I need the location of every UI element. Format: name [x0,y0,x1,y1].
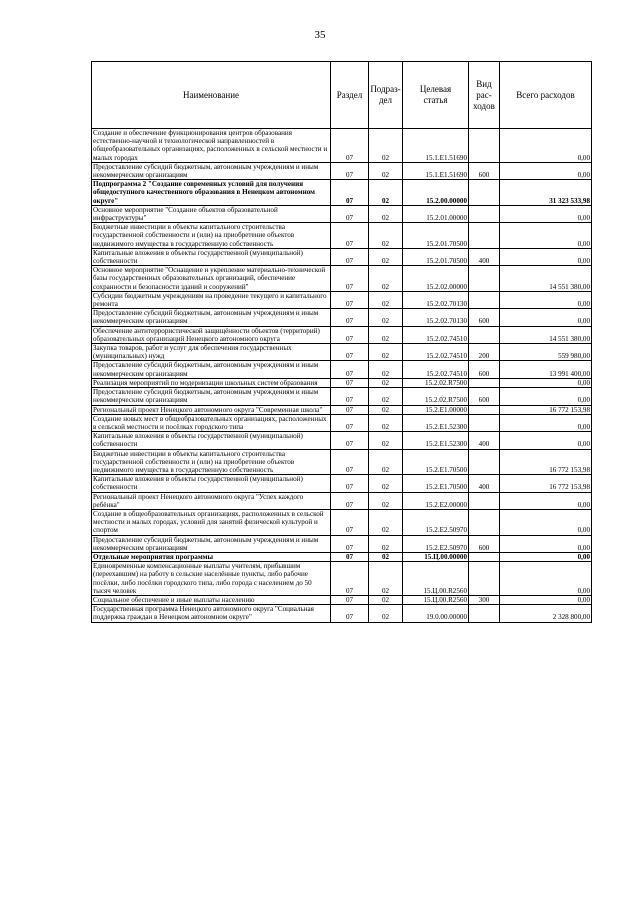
row-section: 07 [331,248,369,265]
row-total: 0,00 [500,309,592,326]
row-name: Обеспечение антитеррористической защищённости объектов (территорий) образовательных организаций Ненецкого автономного округа [92,326,331,343]
row-section: 07 [331,405,369,414]
row-section: 07 [331,223,369,249]
row-section: 07 [331,432,369,449]
row-section: 07 [331,562,369,596]
row-total: 0,00 [500,291,592,308]
row-target-article: 15.2.00.00000 [403,180,469,206]
row-expense-type [469,509,500,535]
row-expense-type: 400 [469,475,500,492]
row-total: 0,00 [500,378,592,387]
header-target-article: Целевая статья [403,62,469,129]
row-name: Основное мероприятие "Оснащение и укрепление материально-технической базы государственных образовательных организаций, обеспечение сохранности и безопасности зданий и сооружений" [92,266,331,292]
row-expense-type [469,223,500,249]
row-target-article: 15.2.01.70500 [403,223,469,249]
row-expense-type [469,378,500,387]
row-subsection: 02 [369,388,403,405]
row-subsection: 02 [369,162,403,179]
row-target-article: 15.1.E1.51690 [403,129,469,163]
row-name: Бюджетные инвестиции в объекты капитального строительства государственной собственности и (или) на приобретение объектов недвижимого имущества в государственную собственность [92,223,331,249]
row-subsection: 02 [369,266,403,292]
row-target-article: 15.2.02.00000 [403,266,469,292]
row-total: 0,00 [500,162,592,179]
row-section: 07 [331,344,369,361]
budget-table [91,61,592,623]
row-target-article: 15.2.E1.70500 [403,449,469,475]
row-subsection: 02 [369,595,403,604]
row-total: 0,00 [500,509,592,535]
row-name: Создание в общеобразовательных организациях, расположенных в сельской местности и малых городах, условий для занятий физической культурой и спортом [92,509,331,535]
row-target-article: 15.Ц.00.00000 [403,552,469,561]
row-total: 0,00 [500,595,592,604]
table-row [92,405,592,414]
row-subsection: 02 [369,309,403,326]
row-target-article: 15.2.02.70130 [403,291,469,308]
row-total: 31 323 533,98 [500,180,592,206]
table-row [92,595,592,604]
row-name: Единовременные компенсационные выплаты учителям, прибывшим (переехавшим) на работу в сельские населённые пункты, либо рабочие посёлки, либо посёлки городского типа, либо города с населением до 50 тысяч человек [92,562,331,596]
row-section: 07 [331,129,369,163]
row-section: 07 [331,605,369,622]
row-total: 14 551 380,00 [500,326,592,343]
row-subsection: 02 [369,248,403,265]
row-section: 07 [331,509,369,535]
row-expense-type [469,414,500,431]
row-expense-type: 600 [469,361,500,378]
row-total: 0,00 [500,414,592,431]
row-subsection: 02 [369,509,403,535]
table-row [92,180,592,206]
row-target-article: 15.2.02.74510 [403,326,469,343]
row-subsection: 02 [369,361,403,378]
row-expense-type [469,129,500,163]
table-row [92,361,592,378]
row-target-article: 15.2.E2.00000 [403,492,469,509]
row-subsection: 02 [369,326,403,343]
row-expense-type [469,405,500,414]
row-subsection: 02 [369,180,403,206]
row-expense-type: 600 [469,162,500,179]
row-section: 07 [331,492,369,509]
table-row [92,162,592,179]
table-header-row [92,62,592,129]
row-total: 14 551 380,00 [500,266,592,292]
row-total: 13 991 400,00 [500,361,592,378]
row-total: 0,00 [500,535,592,552]
row-subsection: 02 [369,605,403,622]
row-total: 16 772 153,98 [500,449,592,475]
header-name: Наименование [92,62,331,129]
row-name: Предоставление субсидий бюджетным, автономным учреждениям и иным некоммерческим организациям [92,388,331,405]
row-name: Субсидии бюджетным учреждениям на проведение текущего и капитального ремонта [92,291,331,308]
row-name: Закупка товаров, работ и услуг для обеспечения государственных (муниципальных) нужд [92,344,331,361]
row-total: 0,00 [500,492,592,509]
row-target-article: 15.Ц.00.R2560 [403,595,469,604]
row-section: 07 [331,552,369,561]
row-name: Предоставление субсидий бюджетным, автономным учреждениям и иным некоммерческим организациям [92,162,331,179]
row-target-article: 15.2.E1.52300 [403,414,469,431]
row-target-article: 15.2.E2.50970 [403,535,469,552]
row-subsection: 02 [369,405,403,414]
row-expense-type [469,492,500,509]
header-section: Раздел [331,62,369,129]
row-section: 07 [331,309,369,326]
row-subsection: 02 [369,223,403,249]
row-section: 07 [331,535,369,552]
row-target-article: 15.1.E1.51690 [403,162,469,179]
table-row [92,562,592,596]
row-name: Предоставление субсидий бюджетным, автономным учреждениям и иным некоммерческим организациям [92,535,331,552]
row-section: 07 [331,205,369,222]
header-total: Всего расходов [500,62,592,129]
row-expense-type: 200 [469,344,500,361]
table-row [92,205,592,222]
row-section: 07 [331,595,369,604]
table-row [92,309,592,326]
row-section: 07 [331,162,369,179]
row-expense-type: 300 [469,595,500,604]
row-target-article: 15.2.E1.52300 [403,432,469,449]
header-expense-type: Вид рас- ходов [469,62,500,129]
row-expense-type [469,266,500,292]
row-total: 16 772 153,98 [500,475,592,492]
table-row [92,475,592,492]
row-total: 0,00 [500,388,592,405]
row-name: Социальное обеспечение и иные выплаты населению [92,595,331,604]
row-subsection: 02 [369,535,403,552]
row-subsection: 02 [369,552,403,561]
table-row [92,129,592,163]
table-row [92,509,592,535]
row-expense-type: 600 [469,535,500,552]
table-row [92,414,592,431]
row-expense-type [469,291,500,308]
row-target-article: 15.2.02.70130 [403,309,469,326]
row-target-article: 15.2.02.74510 [403,361,469,378]
table-row [92,378,592,387]
row-subsection: 02 [369,414,403,431]
row-expense-type: 600 [469,388,500,405]
row-section: 07 [331,475,369,492]
row-expense-type [469,326,500,343]
row-subsection: 02 [369,562,403,596]
row-total: 0,00 [500,205,592,222]
row-total: 0,00 [500,552,592,561]
row-subsection: 02 [369,129,403,163]
row-total: 0,00 [500,223,592,249]
row-subsection: 02 [369,449,403,475]
row-total: 0,00 [500,432,592,449]
row-section: 07 [331,378,369,387]
row-expense-type [469,552,500,561]
row-name: Региональный проект Ненецкого автономного округа "Современная школа" [92,405,331,414]
table-row [92,291,592,308]
row-target-article: 15.Ц.00.R2560 [403,562,469,596]
row-target-article: 15.2.02.R7500 [403,388,469,405]
row-subsection: 02 [369,492,403,509]
table-row [92,492,592,509]
row-target-article: 15.2.02.74510 [403,344,469,361]
table-row [92,388,592,405]
row-name: Региональный проект Ненецкого автономного округа "Успех каждого ребёнка" [92,492,331,509]
row-section: 07 [331,449,369,475]
table-row [92,535,592,552]
row-name: Капитальные вложения в объекты государственной (муниципальной) собственности [92,248,331,265]
row-name: Предоставление субсидий бюджетным, автономным учреждениям и иным некоммерческим организациям [92,309,331,326]
row-total: 2 328 800,00 [500,605,592,622]
row-expense-type: 600 [469,309,500,326]
table-row [92,432,592,449]
row-expense-type [469,562,500,596]
row-expense-type [469,205,500,222]
row-total: 16 772 153,98 [500,405,592,414]
row-target-article: 15.2.01.00000 [403,205,469,222]
table-row [92,326,592,343]
row-expense-type: 400 [469,432,500,449]
table-row [92,605,592,622]
row-total: 0,00 [500,129,592,163]
row-section: 07 [331,361,369,378]
row-subsection: 02 [369,432,403,449]
row-target-article: 15.2.E1.70500 [403,475,469,492]
row-subsection: 02 [369,205,403,222]
row-target-article: 19.0.00.00000 [403,605,469,622]
row-name: Основное мероприятие "Создание объектов образовательной инфраструктуры" [92,205,331,222]
row-subsection: 02 [369,475,403,492]
table-row [92,552,592,561]
row-name: Отдельные мероприятия программы [92,552,331,561]
row-expense-type [469,449,500,475]
row-name: Капитальные вложения в объекты государственной (муниципальной) собственности [92,432,331,449]
table-row [92,449,592,475]
row-section: 07 [331,180,369,206]
row-name: Создание и обеспечение функционирования центров образования естественно-научной и технологической направленностей в общеобразовательных организациях, расположенных в сельской местности и малых городах [92,129,331,163]
table-row [92,344,592,361]
row-name: Бюджетные инвестиции в объекты капитального строительства государственной собственности и (или) на приобретение объектов недвижимого имущества в государственную собственность [92,449,331,475]
row-name: Создание новых мест в общеобразовательных организациях, расположенных в сельской местности и посёлках городского типа [92,414,331,431]
row-target-article: 15.2.E2.50970 [403,509,469,535]
header-subsection: Подраз- дел [369,62,403,129]
table-row [92,266,592,292]
row-name: Предоставление субсидий бюджетным, автономным учреждениям и иным некоммерческим организациям [92,361,331,378]
table-row [92,248,592,265]
row-section: 07 [331,266,369,292]
row-subsection: 02 [369,291,403,308]
row-name: Государственная программа Ненецкого автономного округа "Социальная поддержка граждан в Ненецком автономном округе" [92,605,331,622]
row-total: 559 980,00 [500,344,592,361]
row-total: 0,00 [500,248,592,265]
row-target-article: 15.2.E1.00000 [403,405,469,414]
row-section: 07 [331,388,369,405]
row-expense-type [469,605,500,622]
row-section: 07 [331,291,369,308]
row-subsection: 02 [369,378,403,387]
table-body [92,129,592,623]
row-expense-type [469,180,500,206]
row-name: Подпрограмма 2 "Создание современных условий для получения общедоступного качественного образования в Ненецком автономном округе" [92,180,331,206]
row-name: Реализация мероприятий по модернизации школьных систем образования [92,378,331,387]
row-section: 07 [331,326,369,343]
row-expense-type: 400 [469,248,500,265]
row-target-article: 15.2.01.70500 [403,248,469,265]
row-total: 0,00 [500,562,592,596]
row-section: 07 [331,414,369,431]
page-number: 35 [314,29,326,41]
table-row [92,223,592,249]
row-subsection: 02 [369,344,403,361]
row-name: Капитальные вложения в объекты государственной (муниципальной) собственности [92,475,331,492]
row-target-article: 15.2.02.R7500 [403,378,469,387]
